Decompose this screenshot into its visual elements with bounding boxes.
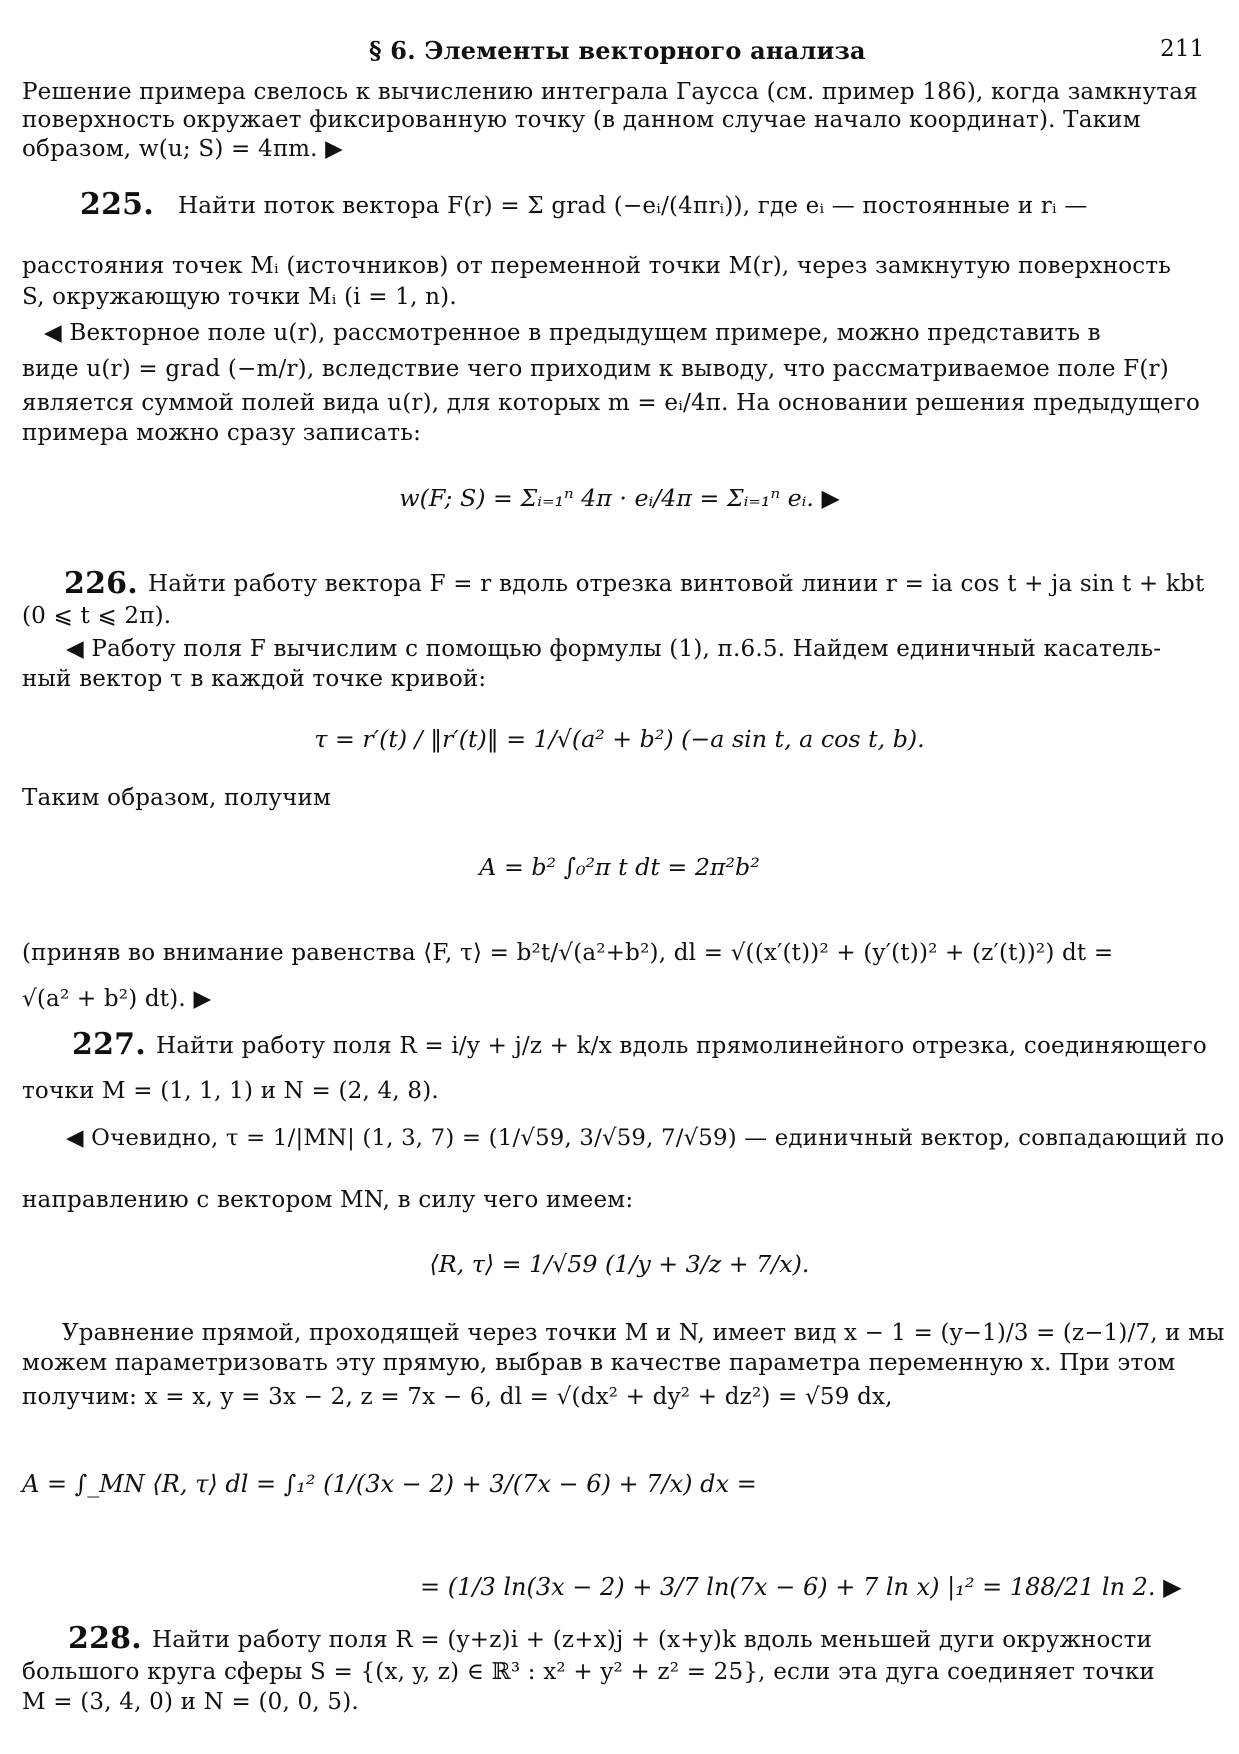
text-line: является суммой полей вида u(r), для которых m = eᵢ/4π. На основании решения предыдущего bbox=[22, 390, 1201, 416]
text-line: виде u(r) = grad (−m/r), вследствие чего приходим к выводу, что рассматриваемое поле F(r) bbox=[22, 356, 1169, 382]
text-line: получим: x = x, y = 3x − 2, z = 7x − 6, dl = √(dx² + dy² + dz²) = √59 dx, bbox=[22, 1384, 893, 1410]
text-line: M = (3, 4, 0) и N = (0, 0, 5). bbox=[22, 1689, 359, 1715]
text-line: расстояния точек Mᵢ (источников) от переменной точки M(r), через замкнутую поверхность bbox=[22, 253, 1172, 279]
text-line: поверхность окружает фиксированную точку (в данном случае начало координат). Таким bbox=[22, 107, 1141, 133]
text-line: большого круга сферы S = {(x, y, z) ∈ ℝ³ : x² + y² + z² = 25}, если эта дуга соединяет точки bbox=[22, 1659, 1155, 1685]
text-line: Уравнение прямой, проходящей через точки M и N, имеет вид x − 1 = (y−1)/3 = (z−1)/7, и мы bbox=[62, 1320, 1225, 1346]
text-line: направлению с вектором MN, в силу чего имеем: bbox=[22, 1187, 634, 1213]
text-line: можем параметризовать эту прямую, выбрав в качестве параметра переменную x. При этом bbox=[22, 1350, 1176, 1376]
problem-statement: Найти поток вектора F(r) = Σ grad (−eᵢ/(4πrᵢ)), где eᵢ — постоянные и rᵢ — bbox=[178, 193, 1088, 219]
display-equation: A = ∫_MN ⟨R, τ⟩ dl = ∫₁² (1/(3x − 2) + 3/(7x − 6) + 7/x) dx = bbox=[22, 1470, 757, 1498]
text-line: ◀ Векторное поле u(r), рассмотренное в предыдущем примере, можно представить в bbox=[44, 320, 1101, 346]
problem-statement: Найти работу поля R = (y+z)i + (z+x)j + (x+y)k вдоль меньшей дуги окружности bbox=[152, 1627, 1153, 1653]
problem-number: 226. bbox=[64, 566, 138, 601]
text-line: ◀ Работу поля F вычислим с помощью формулы (1), п.6.5. Найдем единичный касатель- bbox=[66, 636, 1162, 662]
problem-statement: Найти работу вектора F = r вдоль отрезка винтовой линии r = ia cos t + ja sin t + kbt bbox=[148, 571, 1205, 597]
text-line: образом, w(u; S) = 4πm. ▶ bbox=[22, 136, 344, 162]
text-line: точки M = (1, 1, 1) и N = (2, 4, 8). bbox=[22, 1078, 439, 1104]
display-equation: A = b² ∫₀²π t dt = 2π²b² bbox=[479, 853, 760, 881]
text-line: √(a² + b²) dt). ▶ bbox=[22, 986, 212, 1012]
display-equation: ⟨R, τ⟩ = 1/√59 (1/y + 3/z + 7/x). bbox=[429, 1250, 810, 1278]
text-line: (приняв во внимание равенства ⟨F, τ⟩ = b²t/√(a²+b²), dl = √((x′(t))² + (y′(t))² + (z′(t))²) dt = bbox=[22, 940, 1114, 966]
display-equation: w(F; S) = Σᵢ₌₁ⁿ 4π · eᵢ/4π = Σᵢ₌₁ⁿ eᵢ. ▶ bbox=[399, 484, 840, 512]
text-line: примера можно сразу записать: bbox=[22, 420, 422, 446]
problem-number: 227. bbox=[72, 1027, 146, 1062]
problem-statement: Найти работу поля R = i/y + j/z + k/x вдоль прямолинейного отрезка, соединяющего bbox=[156, 1033, 1207, 1059]
text-line: ный вектор τ в каждой точке кривой: bbox=[22, 666, 487, 692]
display-equation: = (1/3 ln(3x − 2) + 3/7 ln(7x − 6) + 7 ln x) |₁² = 188/21 ln 2. ▶ bbox=[420, 1573, 1182, 1601]
text-line: ◀ Очевидно, τ = 1/|MN| (1, 3, 7) = (1/√59, 3/√59, 7/√59) — единичный вектор, совпадающий по bbox=[66, 1125, 1225, 1151]
display-equation: τ = r′(t) / ‖r′(t)‖ = 1/√(a² + b²) (−a sin t, a cos t, b). bbox=[314, 725, 925, 753]
problem-number: 225. bbox=[80, 187, 154, 222]
problem-number: 228. bbox=[68, 1621, 142, 1656]
text-line: (0 ⩽ t ⩽ 2π). bbox=[22, 603, 172, 629]
section-title: § 6. Элементы векторного анализа bbox=[369, 36, 866, 65]
text-line: Решение примера свелось к вычислению интеграла Гаусса (см. пример 186), когда замкнутая bbox=[22, 79, 1198, 105]
text-line: Таким образом, получим bbox=[22, 785, 332, 811]
text-line: S, окружающую точки Mᵢ (i = 1, n). bbox=[22, 284, 457, 310]
page-number: 211 bbox=[1160, 36, 1205, 62]
